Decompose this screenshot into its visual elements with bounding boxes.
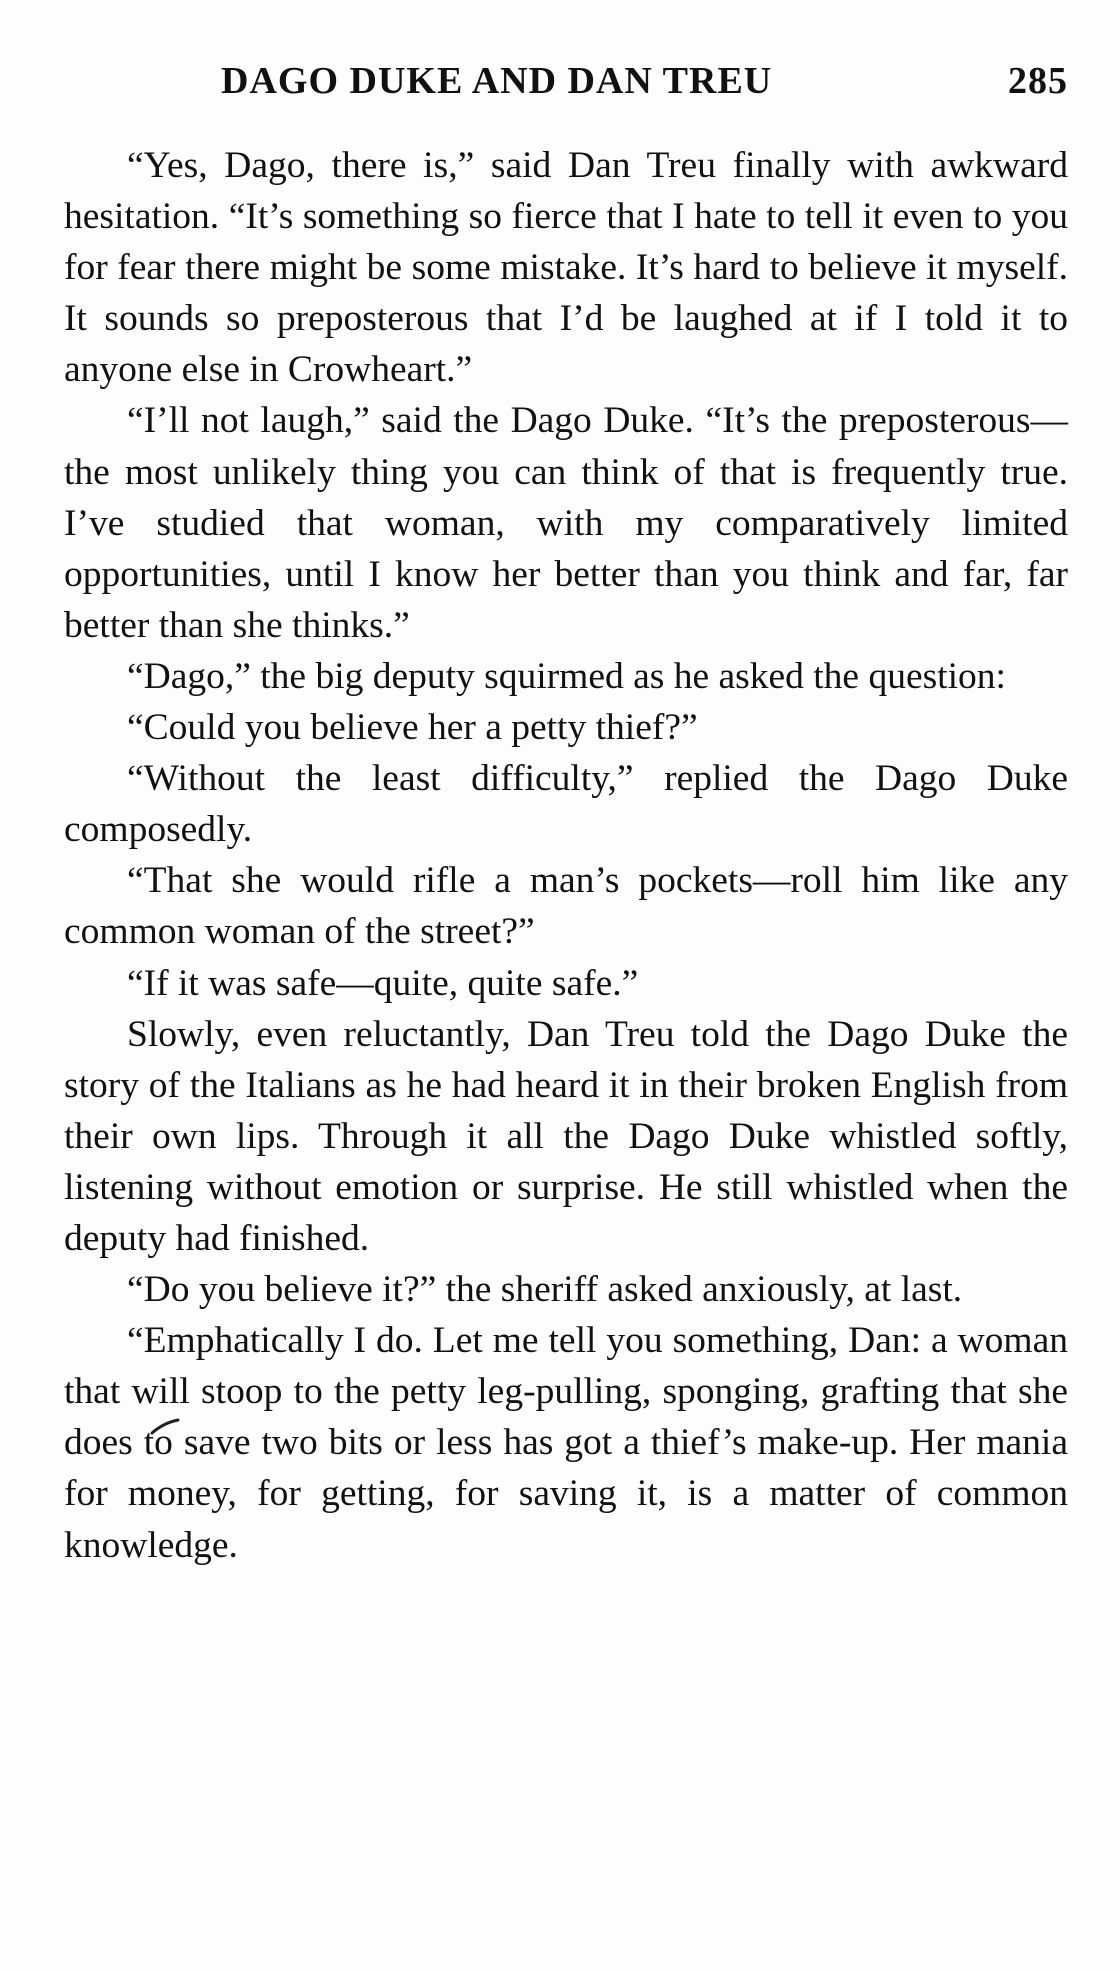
paragraph: “Emphatically I do. Let me tell you something, Dan: a woman that will stoop to the petty leg-pulling, sponging, grafting that she does to save two bits or less has got a thief’s make-up. Her mania for money, for getting, for saving it, is a matter of common knowledge. xyxy=(64,1320,1068,1566)
running-head xyxy=(64,55,1068,110)
paragraph: “Could you believe her a petty thief?” xyxy=(127,707,698,749)
paragraph: Slowly, even reluctantly, Dan Treu told the Dago Duke the story of the Italians as he had heard it in their broken English from their own lips. Through it all the Dago Duke whistled softly, listening without emotion or surprise. He still whistled when the deputy had finished. xyxy=(64,1013,1068,1259)
paragraph: “If it was safe—quite, quite safe.” xyxy=(127,962,639,1004)
paragraph: “Without the least difficulty,” replied the Dago Duke composedly. xyxy=(64,758,1068,851)
paragraph: “Dago,” the big deputy squirmed as he asked the question: xyxy=(127,655,1006,697)
paragraph: “That she would rifle a man’s pockets—roll him like any common woman of the street?” xyxy=(64,860,1068,953)
ink-mark xyxy=(150,1418,180,1436)
paragraph: “Do you believe it?” the sheriff asked anxiously, at last. xyxy=(127,1269,963,1311)
running-title: DAGO DUKE AND DAN TREU xyxy=(221,60,773,102)
paragraph: “Yes, Dago, there is,” said Dan Treu finally with awkward hesitation. “It’s something so fierce that I hate to tell it even to you for fear there might be some mistake. It’s hard to believe it myself. It sounds so preposterous that I’d be laughed at if I told it to anyone else in Crowheart.” xyxy=(64,145,1068,391)
body-text xyxy=(64,140,1068,1571)
page-number: 285 xyxy=(1008,60,1068,102)
paragraph: “I’ll not laugh,” said the Dago Duke. “It’s the preposterous—the most unlikely thing you can think of that is frequently true. I’ve studied that woman, with my comparatively limited opportunities, until I know her better than you think and far, far better than she thinks.” xyxy=(64,400,1068,646)
